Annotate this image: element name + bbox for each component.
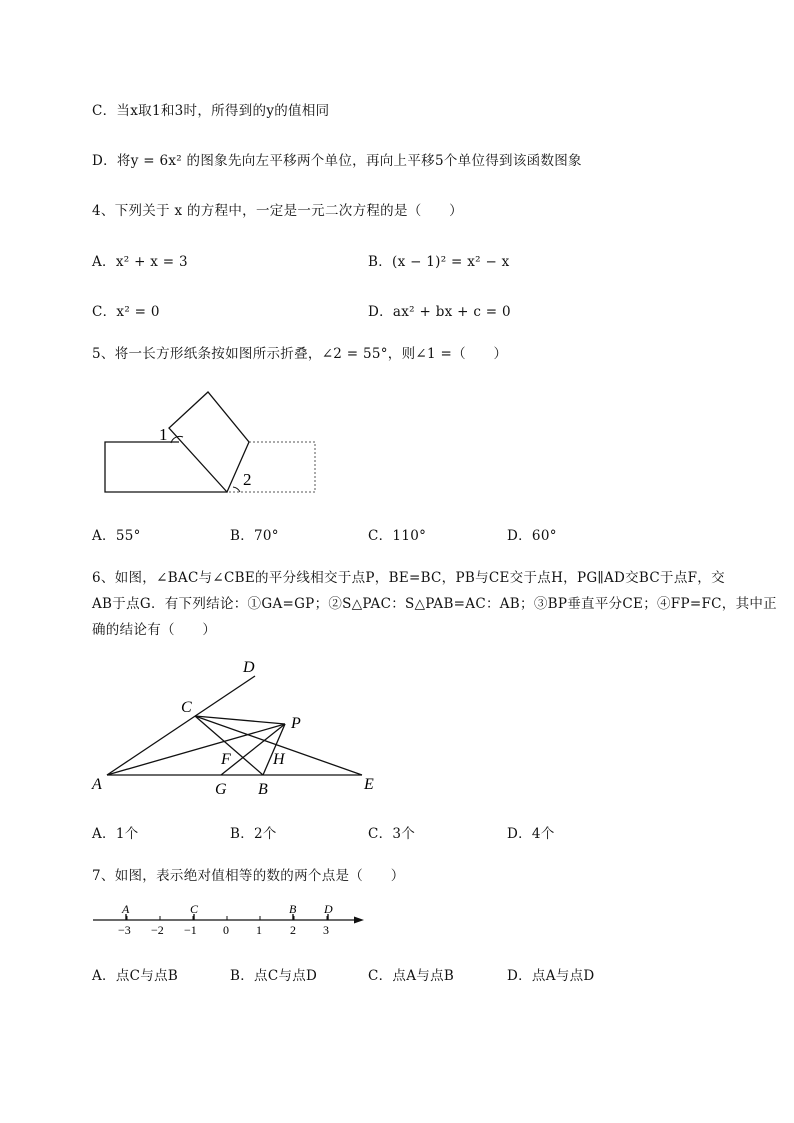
q6-geometry-figure <box>85 650 385 800</box>
strip-left-part <box>105 442 227 492</box>
q4-option-c: C．x² = 0 <box>92 304 160 320</box>
tick-label-2: 2 <box>290 923 296 937</box>
point-label-A: A <box>122 902 130 916</box>
point-label-B: B <box>289 902 297 916</box>
q6-option-b: B．2个 <box>230 826 277 842</box>
segment-AP <box>107 724 285 775</box>
segment-AD <box>107 676 255 775</box>
q3-option-c: C．当x取1和3时，所得到的y的值相同 <box>92 103 330 119</box>
q7-option-d: D．点A与点D <box>507 968 595 984</box>
angle-2-label: 2 <box>243 470 252 489</box>
point-label-B: B <box>258 781 268 798</box>
point-label-P: P <box>291 715 301 732</box>
q4-option-b: B．(x − 1)² = x² − x <box>368 254 510 270</box>
q6-option-d: D．4个 <box>507 826 555 842</box>
folded-flap <box>169 392 249 492</box>
point-label-C: C <box>181 699 192 716</box>
point-label-D: D <box>324 902 333 916</box>
q3-option-d: D．将y = 6x² 的图象先向左平移两个单位，再向上平移5个单位得到该函数图象 <box>92 153 582 169</box>
tick-label-3: 3 <box>323 923 329 937</box>
q6-option-c: C．3个 <box>368 826 416 842</box>
q7-option-c: C．点A与点B <box>368 968 455 984</box>
q5-option-d: D．60° <box>507 528 557 544</box>
q5-stem: 5、将一长方形纸条按如图所示折叠，∠2 = 55°，则∠1 =（ ） <box>92 346 508 362</box>
angle-2-arc <box>233 487 240 492</box>
q6-stem-line3: 确的结论有（ ） <box>92 622 217 638</box>
q7-number-line-figure <box>88 898 373 943</box>
q7-option-a: A．点C与点B <box>92 968 179 984</box>
q5-option-c: C．110° <box>368 528 427 544</box>
q4-stem: 4、下列关于 x 的方程中，一定是一元二次方程的是（ ） <box>92 203 463 219</box>
q6-option-a: A．1个 <box>92 826 139 842</box>
q4-option-a: A．x² + x = 3 <box>92 254 188 270</box>
q5-folded-strip-figure <box>95 385 325 500</box>
q5-option-a: A．55° <box>92 528 141 544</box>
point-label-C: C <box>190 902 199 916</box>
point-label-D: D <box>243 659 255 676</box>
number-line-arrow-icon <box>354 917 364 924</box>
strip-dotted-part <box>227 442 315 492</box>
point-label-G: G <box>215 781 227 798</box>
segment-CP <box>195 716 285 724</box>
q6-stem-line1: 6、如图，∠BAC与∠CBE的平分线相交于点P，BE=BC，PB与CE交于点H，PG∥AD交BC于点F，交 <box>92 570 725 586</box>
tick-label-1: 1 <box>256 923 262 937</box>
point-label-H: H <box>273 751 285 768</box>
q6-stem-line2: AB于点G．有下列结论：①GA=GP；②S△PAC：S△PAB=AC：AB；③BP垂直平分CE；④FP=FC，其中正 <box>92 596 777 612</box>
point-label-F: F <box>221 751 231 768</box>
tick-label-0: 0 <box>223 923 229 937</box>
tick-label-neg1: −1 <box>184 923 197 937</box>
q7-stem: 7、如图，表示绝对值相等的数的两个点是（ ） <box>92 868 405 884</box>
angle-1-label: 1 <box>159 425 168 444</box>
tick-label-neg3: −3 <box>118 923 131 937</box>
q7-option-b: B．点C与点D <box>230 968 318 984</box>
point-label-A: A <box>92 776 102 793</box>
q5-option-b: B．70° <box>230 528 279 544</box>
tick-label-neg2: −2 <box>151 923 164 937</box>
point-label-E: E <box>364 776 374 793</box>
q4-option-d: D．ax² + bx + c = 0 <box>368 304 511 320</box>
